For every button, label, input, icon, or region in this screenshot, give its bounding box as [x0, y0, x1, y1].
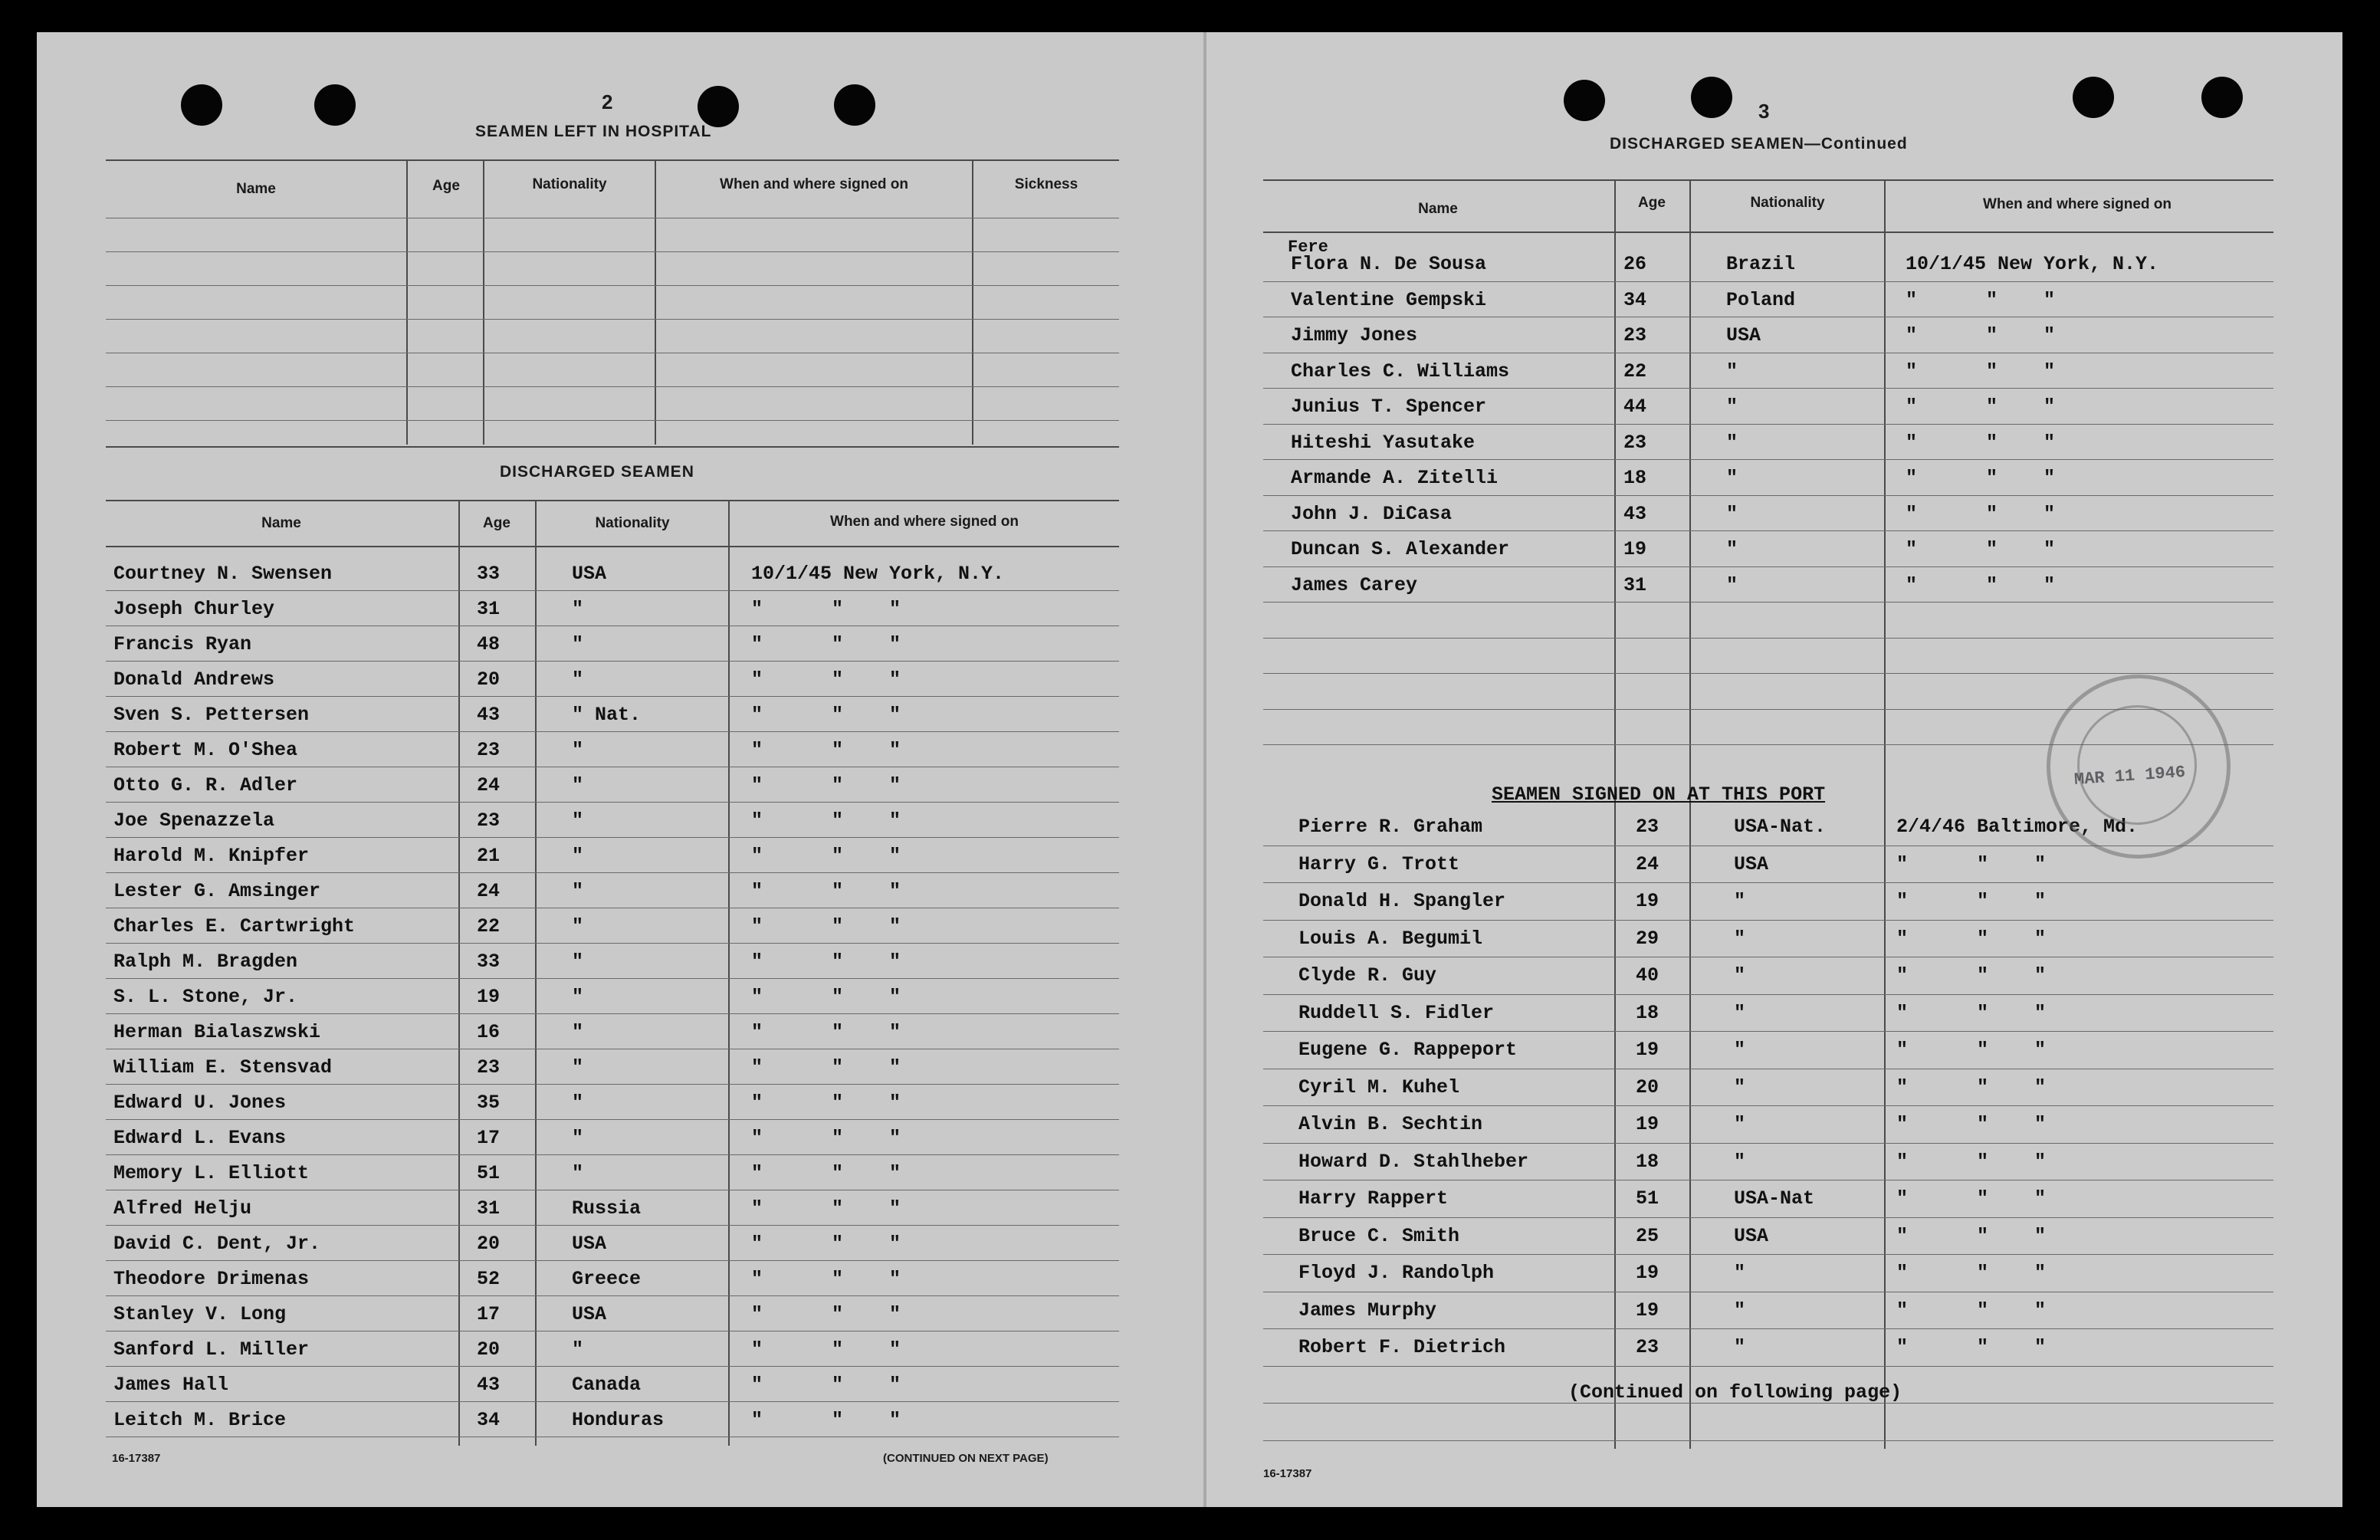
table-rule — [106, 500, 1119, 501]
seaman-nationality: USA — [1734, 852, 1769, 875]
seaman-nationality: " — [1726, 573, 1738, 596]
seaman-age: 17 — [477, 1127, 501, 1149]
seaman-age: 31 — [477, 598, 501, 620]
row-rule — [106, 802, 1119, 803]
seaman-age: 18 — [1636, 1150, 1659, 1173]
seaman-name: Harry Rappert — [1298, 1187, 1449, 1210]
seaman-name: James Murphy — [1298, 1299, 1437, 1322]
seaman-name: Clyde R. Guy — [1298, 964, 1437, 987]
seaman-nationality: Canada — [572, 1374, 642, 1396]
form-number: 16-17387 — [1263, 1467, 1312, 1480]
table-rule — [1263, 179, 2273, 181]
hospital-title: SEAMEN LEFT IN HOSPITAL — [475, 123, 712, 140]
seaman-name: Ruddell S. Fidler — [1298, 1001, 1495, 1024]
seaman-name: David C. Dent, Jr. — [113, 1233, 321, 1255]
col-header-age: Age — [1638, 195, 1666, 211]
seaman-nationality: " — [1734, 1150, 1746, 1173]
seaman-nationality: " — [572, 951, 584, 973]
seaman-age: 52 — [477, 1268, 501, 1290]
seaman-signed-on: " " " — [1896, 852, 2047, 875]
seaman-name: Francis Ryan — [113, 633, 252, 655]
seaman-nationality: " — [1726, 360, 1738, 383]
seaman-age: 44 — [1623, 396, 1647, 418]
seaman-nationality: " — [572, 845, 584, 867]
seaman-age: 24 — [1636, 852, 1659, 875]
seaman-name: Sanford L. Miller — [113, 1338, 310, 1361]
row-rule — [1263, 1031, 2273, 1032]
seaman-signed-on: " " " — [1896, 1150, 2047, 1173]
seaman-age: 26 — [1623, 253, 1647, 275]
punch-hole — [1691, 77, 1732, 118]
seaman-age: 23 — [1623, 431, 1647, 454]
seaman-signed-on: " " " — [751, 986, 901, 1008]
seaman-name: Stanley V. Long — [113, 1303, 287, 1325]
seaman-name: Armande A. Zitelli — [1291, 467, 1499, 489]
seaman-name: John J. DiCasa — [1291, 502, 1453, 525]
seaman-signed-on: " " " — [751, 915, 901, 937]
seaman-age: 19 — [1636, 890, 1659, 912]
seaman-signed-on: " " " — [1896, 890, 2047, 912]
seaman-nationality: Russia — [572, 1197, 642, 1220]
seaman-signed-on: " " " — [751, 598, 901, 620]
seaman-age: 31 — [477, 1197, 501, 1220]
seaman-nationality: " — [572, 598, 584, 620]
seaman-nationality: USA-Nat. — [1734, 816, 1827, 838]
seaman-name: Valentine Gempski — [1291, 288, 1487, 311]
seaman-age: 23 — [1636, 816, 1659, 838]
seaman-name: Duncan S. Alexander — [1291, 538, 1510, 560]
seaman-age: 29 — [1636, 927, 1659, 950]
seaman-nationality: " — [1726, 396, 1738, 418]
col-header-name: Name — [236, 181, 276, 197]
punch-hole — [314, 84, 356, 126]
seaman-name: Jimmy Jones — [1291, 324, 1418, 346]
row-rule — [1263, 388, 2273, 389]
row-rule — [1263, 1254, 2273, 1255]
seaman-age: 17 — [477, 1303, 501, 1325]
seaman-signed-on: " " " — [1906, 324, 2056, 346]
col-header-age: Age — [483, 515, 510, 531]
row-rule — [1263, 994, 2273, 995]
seaman-age: 20 — [477, 1233, 501, 1255]
seaman-age: 43 — [477, 1374, 501, 1396]
seaman-nationality: " — [572, 1092, 584, 1114]
seaman-name: Joseph Churley — [113, 598, 275, 620]
table-rule — [1263, 231, 2273, 233]
seaman-nationality: USA — [1726, 324, 1761, 346]
col-header-signed-on: When and where signed on — [720, 176, 908, 192]
seaman-nationality: " — [1726, 431, 1738, 454]
seaman-signed-on: " " " — [751, 1162, 901, 1184]
column-rule — [535, 501, 537, 1446]
row-rule — [106, 943, 1119, 944]
seaman-signed-on: " " " — [1906, 467, 2056, 489]
seaman-nationality: " — [1734, 1336, 1746, 1358]
punch-hole — [1564, 80, 1605, 121]
punch-hole — [2201, 77, 2243, 118]
column-rule — [728, 501, 730, 1446]
row-rule — [106, 1084, 1119, 1085]
seaman-age: 22 — [1623, 360, 1647, 383]
seaman-name: Ralph M. Bragden — [113, 951, 298, 973]
seaman-nationality: " — [572, 1127, 584, 1149]
seaman-nationality: " — [572, 915, 584, 937]
seaman-nationality: Greece — [572, 1268, 642, 1290]
seaman-nationality: " — [1726, 502, 1738, 525]
row-rule — [106, 420, 1119, 421]
column-rule — [1884, 181, 1886, 1449]
seaman-signed-on: " " " — [751, 1127, 901, 1149]
seaman-name: Alvin B. Sechtin — [1298, 1113, 1483, 1135]
row-rule — [1263, 1440, 2273, 1441]
discharged-continued-title: DISCHARGED SEAMEN—Continued — [1610, 135, 1908, 153]
row-rule — [106, 1295, 1119, 1296]
seaman-signed-on: " " " — [1896, 1299, 2047, 1322]
seaman-nationality: " — [572, 1338, 584, 1361]
seaman-signed-on: " " " — [751, 1197, 901, 1220]
seaman-age: 35 — [477, 1092, 501, 1114]
seaman-age: 23 — [1636, 1336, 1659, 1358]
row-rule — [106, 285, 1119, 286]
seaman-signed-on: 10/1/45 New York, N.Y. — [1906, 253, 2159, 275]
row-rule — [106, 590, 1119, 591]
row-rule — [1263, 1105, 2273, 1106]
column-rule — [655, 161, 656, 445]
seaman-nationality: USA — [572, 1303, 607, 1325]
seaman-name: Charles C. Williams — [1291, 360, 1510, 383]
row-rule — [106, 1225, 1119, 1226]
continued-note: (Continued on following page) — [1568, 1381, 1902, 1404]
seaman-signed-on: " " " — [751, 739, 901, 761]
seaman-name: Pierre R. Graham — [1298, 816, 1483, 838]
page-crease — [1203, 32, 1206, 1507]
row-rule — [106, 661, 1119, 662]
seaman-age: 23 — [477, 1056, 501, 1079]
seaman-nationality: " — [572, 986, 584, 1008]
seaman-name: Eugene G. Rappeport — [1298, 1039, 1518, 1061]
seaman-age: 51 — [477, 1162, 501, 1184]
seaman-name: S. L. Stone, Jr. — [113, 986, 298, 1008]
seaman-name: William E. Stensvad — [113, 1056, 333, 1079]
row-rule — [1263, 495, 2273, 496]
row-rule — [1263, 602, 2273, 603]
seaman-signed-on: " " " — [751, 774, 901, 796]
seaman-signed-on: " " " — [1906, 573, 2056, 596]
row-rule — [1263, 1143, 2273, 1144]
row-rule — [106, 319, 1119, 320]
seaman-age: 24 — [477, 880, 501, 902]
seaman-nationality: USA — [572, 563, 607, 585]
seaman-signed-on: " " " — [751, 704, 901, 726]
seaman-nationality: USA-Nat — [1734, 1187, 1815, 1210]
seaman-signed-on: 2/4/46 Baltimore, Md. — [1896, 816, 2139, 838]
seaman-signed-on: " " " — [1896, 1336, 2047, 1358]
seaman-signed-on: " " " — [1896, 1187, 2047, 1210]
col-header-name: Name — [1418, 201, 1458, 217]
seaman-signed-on: " " " — [751, 880, 901, 902]
seaman-nationality: " — [1734, 1262, 1746, 1284]
punch-hole — [834, 84, 875, 126]
seaman-signed-on: " " " — [1906, 396, 2056, 418]
row-rule — [1263, 638, 2273, 639]
seaman-signed-on: " " " — [751, 668, 901, 691]
seaman-age: 19 — [1636, 1113, 1659, 1135]
seaman-name: Harold M. Knipfer — [113, 845, 310, 867]
seaman-signed-on: " " " — [1896, 927, 2047, 950]
row-rule — [106, 1119, 1119, 1120]
form-number: 16-17387 — [112, 1452, 161, 1465]
seaman-name: Sven S. Pettersen — [113, 704, 310, 726]
discharged-title: DISCHARGED SEAMEN — [500, 463, 694, 481]
seaman-nationality: " — [572, 739, 584, 761]
seaman-signed-on: " " " — [1906, 288, 2056, 311]
seaman-age: 31 — [1623, 573, 1647, 596]
row-rule — [106, 1154, 1119, 1155]
row-rule — [106, 386, 1119, 387]
seaman-signed-on: " " " — [751, 1056, 901, 1079]
col-header-sickness: Sickness — [1014, 176, 1078, 192]
seaman-age: 20 — [477, 668, 501, 691]
seaman-name: James Carey — [1291, 573, 1418, 596]
seaman-signed-on: " " " — [1896, 1113, 2047, 1135]
seaman-nationality: USA — [1734, 1224, 1769, 1247]
row-rule — [106, 978, 1119, 979]
row-rule — [1263, 1328, 2273, 1329]
seaman-name: Charles E. Cartwright — [113, 915, 356, 937]
seaman-name: Courtney N. Swensen — [113, 563, 333, 585]
seaman-age: 25 — [1636, 1224, 1659, 1247]
seaman-signed-on: " " " — [751, 1374, 901, 1396]
seaman-age: 19 — [1636, 1299, 1659, 1322]
continued-footer: (CONTINUED ON NEXT PAGE) — [883, 1452, 1049, 1465]
seaman-nationality: " — [572, 633, 584, 655]
seaman-age: 22 — [477, 915, 501, 937]
col-header-nationality: Nationality — [532, 176, 607, 192]
row-rule — [106, 872, 1119, 873]
seaman-nationality: " — [1734, 1113, 1746, 1135]
seaman-name: Herman Bialaszwski — [113, 1021, 321, 1043]
seaman-age: 16 — [477, 1021, 501, 1043]
seaman-nationality: Brazil — [1726, 253, 1796, 275]
seaman-signed-on: " " " — [1896, 964, 2047, 987]
seaman-nationality: " — [572, 1021, 584, 1043]
row-rule — [1263, 566, 2273, 567]
seaman-signed-on: " " " — [751, 809, 901, 832]
col-header-nationality: Nationality — [1750, 195, 1825, 211]
seaman-name: Otto G. R. Adler — [113, 774, 298, 796]
row-rule — [1263, 673, 2273, 674]
table-rule — [106, 546, 1119, 547]
seaman-nationality: Honduras — [572, 1409, 665, 1431]
seaman-name: Cyril M. Kuhel — [1298, 1075, 1460, 1098]
seaman-name: Howard D. Stahlheber — [1298, 1150, 1529, 1173]
seaman-signed-on: " " " — [1896, 1039, 2047, 1061]
seaman-name: Louis A. Begumil — [1298, 927, 1483, 950]
seaman-signed-on: " " " — [1896, 1001, 2047, 1024]
seaman-age: 43 — [477, 704, 501, 726]
seaman-age: 21 — [477, 845, 501, 867]
seaman-name: Donald Andrews — [113, 668, 275, 691]
seaman-name: James Hall — [113, 1374, 229, 1396]
seaman-nationality: " — [1726, 467, 1738, 489]
seaman-nationality: " — [1734, 1039, 1746, 1061]
seaman-nationality: " Nat. — [572, 704, 642, 726]
seaman-name: Alfred Helju — [113, 1197, 252, 1220]
seaman-name: Lester G. Amsinger — [113, 880, 321, 902]
seaman-age: 40 — [1636, 964, 1659, 987]
seaman-age: 23 — [477, 739, 501, 761]
seaman-signed-on: " " " — [1906, 502, 2056, 525]
seaman-age: 23 — [1623, 324, 1647, 346]
seaman-name: Hiteshi Yasutake — [1291, 431, 1476, 454]
seaman-signed-on: " " " — [751, 1338, 901, 1361]
table-rule — [106, 159, 1119, 161]
seaman-signed-on: " " " — [751, 1092, 901, 1114]
seaman-signed-on: " " " — [1906, 538, 2056, 560]
column-rule — [406, 161, 408, 445]
column-rule — [1689, 181, 1691, 1449]
seaman-name: Robert F. Dietrich — [1298, 1336, 1506, 1358]
seaman-signed-on: " " " — [751, 1233, 901, 1255]
seaman-name: Joe Spenazzela — [113, 809, 275, 832]
seaman-nationality: " — [572, 809, 584, 832]
seaman-nationality: " — [572, 1162, 584, 1184]
row-rule — [106, 837, 1119, 838]
row-rule — [1263, 1366, 2273, 1367]
row-rule — [106, 251, 1119, 252]
col-header-nationality: Nationality — [595, 515, 670, 531]
row-rule — [1263, 530, 2273, 531]
column-rule — [483, 161, 484, 445]
punch-hole — [2073, 77, 2114, 118]
seaman-nationality: " — [1726, 538, 1738, 560]
row-rule — [106, 731, 1119, 732]
seaman-nationality: " — [1734, 1075, 1746, 1098]
column-rule — [972, 161, 973, 445]
col-header-signed-on: When and where signed on — [830, 514, 1019, 530]
seaman-nationality: " — [572, 774, 584, 796]
seaman-name: Donald H. Spangler — [1298, 890, 1506, 912]
seaman-age: 19 — [1623, 538, 1647, 560]
page-number: 2 — [602, 90, 613, 113]
seaman-age: 48 — [477, 633, 501, 655]
seaman-name: Edward L. Evans — [113, 1127, 287, 1149]
seaman-age: 19 — [1636, 1262, 1659, 1284]
seaman-signed-on: " " " — [1896, 1262, 2047, 1284]
seaman-nationality: " — [1734, 1299, 1746, 1322]
seaman-age: 33 — [477, 563, 501, 585]
row-rule — [106, 1013, 1119, 1014]
seaman-signed-on: " " " — [751, 1303, 901, 1325]
seaman-signed-on: " " " — [1906, 360, 2056, 383]
seaman-age: 18 — [1636, 1001, 1659, 1024]
row-rule — [106, 696, 1119, 697]
seaman-signed-on: " " " — [1906, 431, 2056, 454]
punch-hole — [181, 84, 222, 126]
row-rule — [1263, 1217, 2273, 1218]
row-rule — [106, 1401, 1119, 1402]
seaman-age: 23 — [477, 809, 501, 832]
row-rule — [1263, 281, 2273, 282]
seaman-age: 18 — [1623, 467, 1647, 489]
row-rule — [1263, 424, 2273, 425]
seaman-age: 19 — [477, 986, 501, 1008]
seaman-signed-on: " " " — [751, 1021, 901, 1043]
seaman-name: Junius T. Spencer — [1291, 396, 1487, 418]
seaman-signed-on: " " " — [1896, 1075, 2047, 1098]
seaman-age: 33 — [477, 951, 501, 973]
row-rule — [1263, 882, 2273, 883]
seaman-name: Robert M. O'Shea — [113, 739, 298, 761]
seaman-age: 20 — [1636, 1075, 1659, 1098]
seaman-nationality: " — [1734, 890, 1746, 912]
seaman-name: Floyd J. Randolph — [1298, 1262, 1495, 1284]
seaman-name: Theodore Drimenas — [113, 1268, 310, 1290]
page-number: 3 — [1758, 100, 1770, 123]
seaman-nationality: " — [1734, 927, 1746, 950]
seaman-nationality: " — [572, 880, 584, 902]
seaman-name: Memory L. Elliott — [113, 1162, 310, 1184]
seaman-name: Flora N. De Sousa — [1291, 253, 1487, 275]
punch-hole — [698, 86, 739, 127]
seaman-age: 24 — [477, 774, 501, 796]
stamp-date: MAR 11 1946 — [2073, 762, 2186, 790]
seaman-signed-on: " " " — [1896, 1224, 2047, 1247]
seaman-age: 34 — [1623, 288, 1647, 311]
seaman-age: 51 — [1636, 1187, 1659, 1210]
seaman-signed-on: " " " — [751, 951, 901, 973]
seaman-nationality: " — [572, 668, 584, 691]
seaman-age: 34 — [477, 1409, 501, 1431]
row-rule — [106, 1366, 1119, 1367]
seaman-signed-on: " " " — [751, 1268, 901, 1290]
seaman-signed-on: 10/1/45 New York, N.Y. — [751, 563, 1005, 585]
seaman-nationality: " — [1734, 1001, 1746, 1024]
seaman-name: Bruce C. Smith — [1298, 1224, 1460, 1247]
seaman-age: 43 — [1623, 502, 1647, 525]
signed-on-title: SEAMEN SIGNED ON AT THIS PORT — [1492, 783, 1826, 806]
table-rule — [106, 446, 1119, 448]
row-rule — [1263, 459, 2273, 460]
column-rule — [458, 501, 460, 1446]
col-header-age: Age — [432, 178, 460, 194]
seaman-name: Leitch M. Brice — [113, 1409, 287, 1431]
seaman-age: 19 — [1636, 1039, 1659, 1061]
col-header-name: Name — [261, 515, 301, 531]
seaman-nationality: " — [1734, 964, 1746, 987]
seaman-signed-on: " " " — [751, 1409, 901, 1431]
name-correction: Fere — [1288, 238, 1328, 257]
seaman-signed-on: " " " — [751, 633, 901, 655]
seaman-nationality: USA — [572, 1233, 607, 1255]
col-header-signed-on: When and where signed on — [1983, 196, 2172, 212]
column-rule — [1614, 181, 1616, 1449]
seaman-nationality: " — [572, 1056, 584, 1079]
seaman-name: Edward U. Jones — [113, 1092, 287, 1114]
seaman-name: Harry G. Trott — [1298, 852, 1460, 875]
row-rule — [106, 1260, 1119, 1261]
seaman-signed-on: " " " — [751, 845, 901, 867]
seaman-age: 20 — [477, 1338, 501, 1361]
seaman-nationality: Poland — [1726, 288, 1796, 311]
row-rule — [1263, 920, 2273, 921]
